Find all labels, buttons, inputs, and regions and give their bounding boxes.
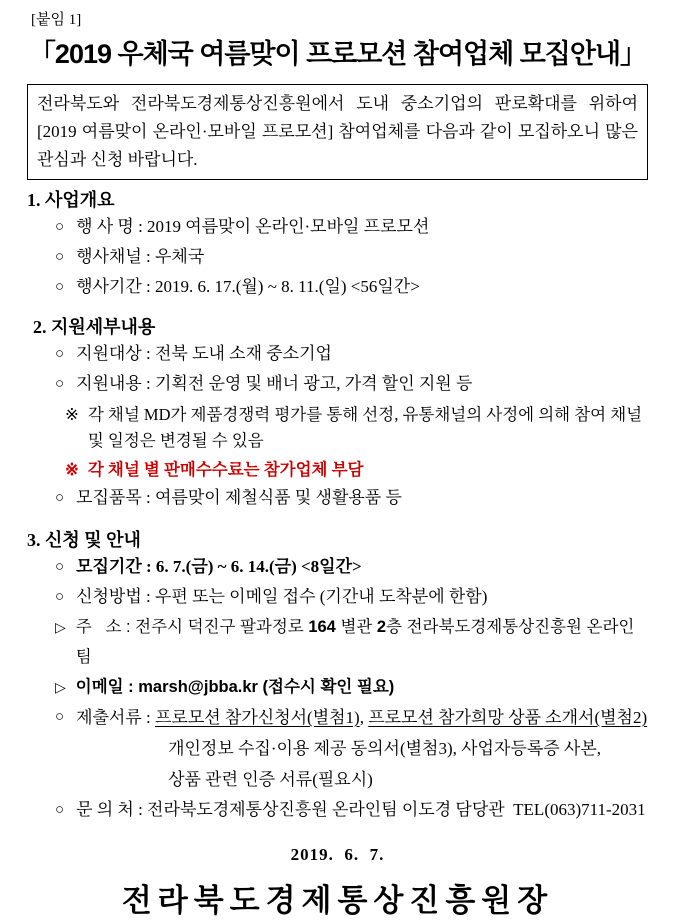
fee-note (65, 457, 648, 483)
address-part1: 전주시 덕진구 팔과정로 (135, 618, 309, 636)
document-2: 프로모션 참가희망 상품 소개서(별첨2) (368, 708, 648, 727)
circle-bullet-icon: ○ (55, 709, 65, 725)
event-name-text: 행 사 명 : 2019 여름맞이 온라인·모바일 프로모션 (76, 217, 430, 236)
email-text: 이메일 : marsh@jbba.kr (접수시 확인 필요) (75, 678, 395, 696)
date-line: 2019. 6. 7. (290, 845, 385, 864)
circle-bullet-icon: ○ (55, 346, 65, 362)
event-name-item (55, 212, 648, 242)
reference-mark-icon: ※ (65, 460, 79, 479)
triangle-bullet-icon: ▷ (55, 679, 66, 695)
event-channel-text: 행사채널 : 우체국 (76, 247, 205, 266)
documents-line3: 상품 관련 인증 서류(필요시) (168, 770, 373, 789)
intro-box (27, 84, 648, 180)
circle-bullet-icon: ○ (55, 559, 65, 575)
support-target-item (55, 339, 648, 369)
documents-line2: 개인정보 수집·이용 제공 동의서(별첨3), 사업자등록증 사본, (168, 739, 602, 758)
circle-bullet-icon: ○ (55, 589, 65, 605)
attachment-label: [붙임 1] (31, 12, 82, 28)
circle-bullet-icon: ○ (55, 376, 65, 392)
circle-bullet-icon: ○ (55, 490, 65, 506)
circle-bullet-icon: ○ (55, 219, 65, 235)
contact-item (55, 795, 648, 825)
intro-text: 전라북도와 전라북도경제통상진흥원에서 도내 중소기업의 판로확대를 위하여 [2019 여름맞이 온라인·모바일 프로모션] 참여업체를 다음과 같이 모집하오니 많은 관심과 신청 바랍니다. (37, 94, 643, 169)
address-item (55, 612, 648, 672)
channel-note-line1: 각 채널 MD가 제품경쟁력 평가를 통해 선정, 유통채널의 사정에 의해 참여 채널 (87, 405, 643, 424)
recruit-period-item (55, 552, 648, 582)
documents-separator: , (359, 708, 369, 727)
documents-line1 (76, 702, 647, 733)
item-category-text: 모집품목 : 여름맞이 제철식품 및 생활용품 등 (76, 488, 402, 507)
reference-mark-icon: ※ (65, 405, 79, 424)
page-title: 「2019 우체국 여름맞이 프로모션 참여업체 모집안내」 (28, 39, 647, 69)
channel-note-line2: 및 일정은 변경될 수 있음 (87, 431, 264, 450)
support-content-text: 지원내용 : 기획전 운영 및 배너 광고, 가격 할인 지원 등 (76, 374, 473, 393)
section3-heading: 3. 신청 및 안내 (27, 530, 141, 550)
event-channel-item (55, 242, 648, 272)
triangle-bullet-icon: ▷ (55, 619, 66, 635)
circle-bullet-icon: ○ (55, 279, 65, 295)
support-target-text: 지원대상 : 전북 도내 소재 중소기업 (76, 344, 332, 363)
apply-method-item (55, 582, 648, 612)
section-support (27, 315, 648, 513)
address-text (76, 612, 648, 672)
circle-bullet-icon: ○ (55, 249, 65, 265)
documents-label: 제출서류 : (76, 708, 155, 727)
circle-bullet-icon: ○ (55, 802, 65, 818)
document-1: 프로모션 참가신청서(별첨1) (154, 708, 360, 727)
item-category-item (55, 483, 648, 513)
channel-note-text (88, 402, 642, 454)
address-part3: 층 전라북도경제통상진흥원 온라인팀 (75, 618, 635, 666)
channel-note (65, 402, 648, 454)
apply-method-text: 신청방법 : 우편 또는 이메일 접수 (기간내 도착분에 한함) (76, 587, 488, 606)
email-item (55, 672, 648, 702)
support-content-item (55, 369, 648, 399)
address-floor-number: 2 (376, 618, 387, 636)
address-number: 164 (308, 618, 336, 636)
event-period-text: 행사기간 : 2019. 6. 17.(월) ~ 8. 11.(일) <56일간> (76, 277, 420, 296)
section2-heading: 2. 지원세부내용 (33, 317, 156, 337)
documents-text (76, 702, 647, 795)
contact-text: 문 의 처 : 전라북도경제통상진흥원 온라인팀 이도경 담당관 TEL(063)711-2031 (76, 800, 646, 819)
recruit-period-text: 모집기간 : 6. 7.(금) ~ 6. 14.(금) <8일간> (76, 557, 362, 576)
section1-heading: 1. 사업개요 (27, 190, 115, 210)
address-label: 주 소 : (75, 618, 136, 636)
event-period-item (55, 272, 648, 302)
section-apply (27, 528, 648, 825)
documents-item (55, 702, 648, 795)
address-part2: 별관 (335, 618, 377, 636)
signature-line: 전라북도경제통상진흥원장 (121, 883, 554, 918)
section-overview (27, 188, 648, 302)
fee-note-text: 각 채널 별 판매수수료는 참가업체 부담 (87, 460, 364, 479)
